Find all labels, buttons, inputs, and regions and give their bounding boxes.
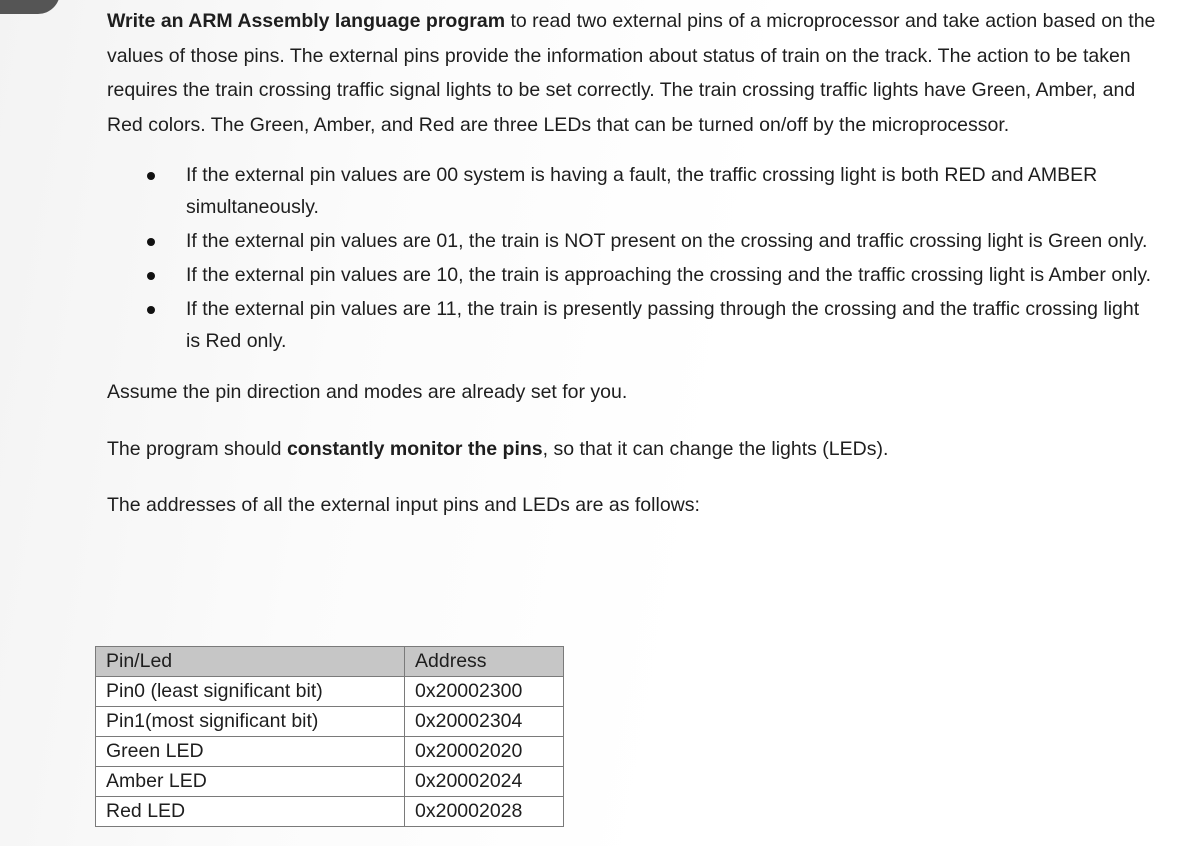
bullet-icon (147, 272, 155, 280)
rules-list (107, 159, 1157, 357)
monitor-bold: constantly monitor the pins (286, 437, 543, 460)
window-corner-tab (0, 0, 60, 14)
list-item (107, 159, 1157, 223)
rule-text: If the external pin values are 01, the train is NOT present on the crossing and traffic crossing light is Green only. (186, 230, 1148, 252)
table-row (96, 677, 564, 707)
column-header-pin-led: Pin/Led (96, 647, 405, 677)
pin-led-cell: Pin0 (least significant bit) (96, 677, 405, 707)
assignment-text (107, 4, 1157, 523)
list-item (107, 293, 1157, 357)
table-row (96, 707, 564, 737)
table-row (96, 737, 564, 767)
rule-text: If the external pin values are 00 system is having a fault, the traffic crossing light is both RED and AMBER simultaneously. (186, 164, 1098, 218)
intro-paragraph (107, 4, 1157, 142)
table-header-row (96, 647, 564, 677)
address-cell: 0x20002020 (405, 737, 564, 767)
list-item (107, 259, 1157, 291)
pin-led-cell: Pin1(most significant bit) (96, 707, 405, 737)
address-cell: 0x20002304 (405, 707, 564, 737)
address-cell: 0x20002024 (405, 767, 564, 797)
address-cell: 0x20002300 (405, 677, 564, 707)
list-item (107, 225, 1157, 257)
monitor-after: , so that it can change the lights (LEDs). (542, 437, 889, 460)
bullet-icon (147, 172, 155, 180)
table-row (96, 767, 564, 797)
monitor-before: The program should (107, 437, 287, 460)
bullet-icon (147, 306, 155, 314)
column-header-address: Address (405, 647, 564, 677)
monitor-paragraph (107, 432, 1157, 467)
pin-led-cell: Amber LED (96, 767, 405, 797)
address-cell: 0x20002028 (405, 797, 564, 827)
pin-led-cell: Green LED (96, 737, 405, 767)
table-row (96, 797, 564, 827)
intro-bold-lead: Write an ARM Assembly language program (107, 10, 506, 32)
addresses-intro: The addresses of all the external input pins and LEDs are as follows: (107, 494, 700, 516)
address-table (95, 646, 564, 827)
rule-text: If the external pin values are 10, the train is approaching the crossing and the traffic crossing light is Amber only. (186, 264, 1152, 286)
rule-text: If the external pin values are 11, the train is presently passing through the crossing and the traffic crossing light is Red only. (186, 298, 1140, 352)
bullet-icon (147, 238, 155, 246)
pin-led-cell: Red LED (96, 797, 405, 827)
intro-rest: to read two external pins of a microprocessor and take action based on the values of those pins. The external pins provide the information about status of train on the track. The action to be taken requires the train crossing traffic signal lights to be set correctly. The train crossing traffic lights have Green, Amber, and Red colors. The Green, Amber, and Red are three LEDs that can be turned on/off by the microprocessor. (107, 10, 1156, 136)
assume-paragraph: Assume the pin direction and modes are already set for you. (107, 381, 628, 403)
